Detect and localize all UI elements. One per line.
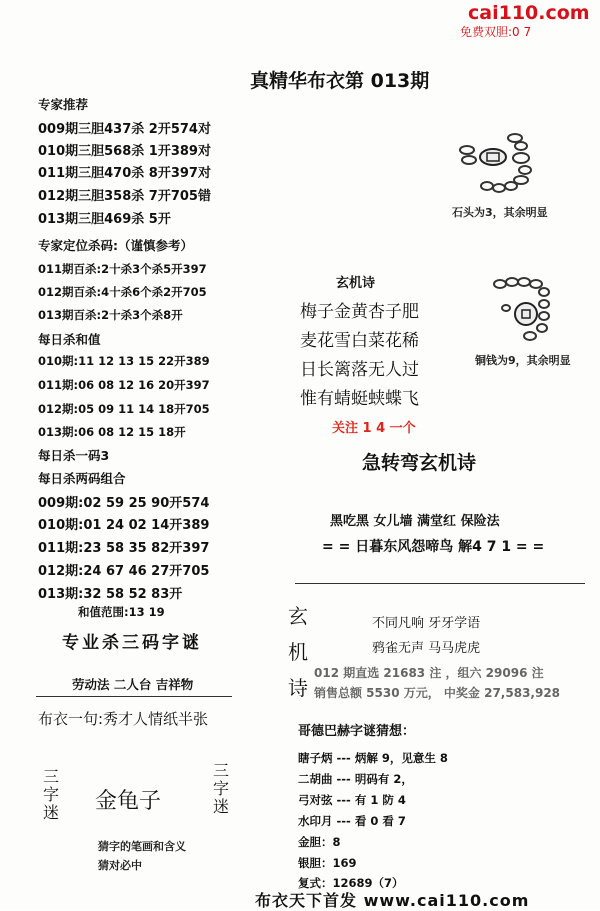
sharp-turn-line: = = 日暮东风怨啼鸟 解4 7 1 = = bbox=[322, 539, 545, 555]
daily-two-row: 010期:01 24 02 14开389 bbox=[38, 518, 210, 533]
page-title: 真精华布衣第 013期 bbox=[250, 70, 430, 92]
position-kill-row: 012期百杀:4十杀6个杀2开705 bbox=[38, 285, 207, 299]
godel-row: 二胡曲 --- 明码有 2， bbox=[298, 772, 413, 786]
footer-credit[interactable]: 布衣天下首发 www.cai110.com bbox=[255, 891, 530, 910]
daily-two-row: 009期:02 59 25 90开574 bbox=[38, 496, 210, 511]
stone-caption: 石头为3，其余明显 bbox=[452, 206, 548, 219]
expert-row: 009期三胆437杀 2开574对 bbox=[38, 122, 211, 137]
coin-caption: 铜钱为9，其余明显 bbox=[475, 354, 571, 367]
poem-line: 麦花雪白菜花稀 bbox=[300, 331, 419, 351]
sales-stats: 012 期直选 21683 注 ，组六 29096 注 bbox=[314, 666, 544, 680]
daily-two-row: 011期:23 58 35 82开397 bbox=[38, 541, 210, 556]
brand-logo[interactable]: cai110.com bbox=[468, 2, 590, 24]
riddle-hint: 猜字的笔画和含义 bbox=[98, 840, 186, 853]
free-badge: 免费双胆:0 7 bbox=[460, 25, 532, 39]
godel-row: 水印月 --- 看 0 看 7 bbox=[298, 814, 406, 828]
daily-sum-row: 013期:06 08 12 15 18开 bbox=[38, 425, 186, 439]
kill-three-riddle-title: 专业杀三码字谜 bbox=[62, 633, 202, 653]
daily-sum-row: 010期:11 12 13 15 22开389 bbox=[38, 354, 210, 368]
riddle-hint: 猜对必中 bbox=[98, 859, 142, 872]
godel-row: 弓对弦 --- 有 1 防 4 bbox=[298, 793, 406, 807]
poem-line: 日长篱落无人过 bbox=[300, 360, 419, 380]
daily-sum-heading: 每日杀和值 bbox=[38, 332, 101, 347]
expert-row: 011期三胆470杀 8开397对 bbox=[38, 166, 211, 181]
godel-row: 银胆：169 bbox=[298, 856, 357, 870]
godel-heading: 哥德巴赫字谜猜想： bbox=[298, 724, 416, 739]
divider bbox=[36, 696, 232, 697]
daily-sum-row: 012期:05 09 11 14 18开705 bbox=[38, 402, 210, 416]
daily-sum-row: 011期:06 08 12 16 20开397 bbox=[38, 378, 210, 392]
sharp-turn-line: 黑吃黑 女儿墙 满堂红 保险法 bbox=[330, 514, 500, 529]
position-kill-heading: 专家定位杀码:（谨慎参考） bbox=[38, 238, 193, 253]
xuanji-line: 不同凡响 牙牙学语 bbox=[372, 616, 481, 631]
mystery-poem-heading: 玄机诗 bbox=[336, 276, 376, 291]
expert-row: 013期三胆469杀 5开 bbox=[38, 212, 171, 227]
side-label-left: 三字迷 bbox=[42, 767, 59, 822]
sum-range: 和值范围:13 19 bbox=[78, 605, 165, 619]
daily-two-row: 012期:24 67 46 27开705 bbox=[38, 564, 210, 579]
one-phrase: 布衣一句:秀才人情纸半张 bbox=[38, 710, 209, 728]
position-kill-row: 011期百杀:2十杀3个杀5开397 bbox=[38, 262, 207, 276]
coin-picture bbox=[490, 276, 560, 346]
stone-picture bbox=[455, 128, 545, 198]
position-kill-row: 013期百杀:2十杀3个杀8开 bbox=[38, 308, 183, 322]
poem-line: 梅子金黄杏子肥 bbox=[300, 302, 419, 322]
expert-row: 012期三胆358杀 7开705错 bbox=[38, 189, 211, 204]
side-label-right: 三字迷 bbox=[212, 761, 229, 816]
expert-heading: 专家推荐 bbox=[38, 97, 89, 112]
daily-one-kill: 每日杀一码3 bbox=[38, 448, 110, 463]
daily-two-heading: 每日杀两码组合 bbox=[38, 471, 126, 486]
focus-note: 关注 1 4 一个 bbox=[332, 421, 416, 436]
blessing-words: 劳动法 二人台 吉祥物 bbox=[72, 677, 194, 692]
divider bbox=[295, 583, 585, 584]
poem-line: 惟有蜻蜓蛱蝶飞 bbox=[300, 389, 419, 409]
expert-row: 010期三胆568杀 1开389对 bbox=[38, 144, 211, 159]
xuanji-vertical-label: 玄机诗 bbox=[288, 604, 308, 700]
daily-two-row: 013期:32 58 52 83开 bbox=[38, 587, 183, 602]
sharp-turn-title: 急转弯玄机诗 bbox=[362, 452, 477, 474]
xuanji-line: 鸦雀无声 马马虎虎 bbox=[372, 641, 481, 656]
sales-stats: 销售总额 5530 万元， 中奖金 27,583,928 bbox=[314, 686, 561, 700]
riddle-answer: 金龟子 bbox=[95, 789, 162, 814]
godel-row: 金胆：8 bbox=[298, 835, 341, 849]
godel-row: 复式：12689（7） bbox=[298, 876, 404, 890]
godel-row: 瞎子炳 --- 炳解 9，见意生 8 bbox=[298, 751, 448, 765]
